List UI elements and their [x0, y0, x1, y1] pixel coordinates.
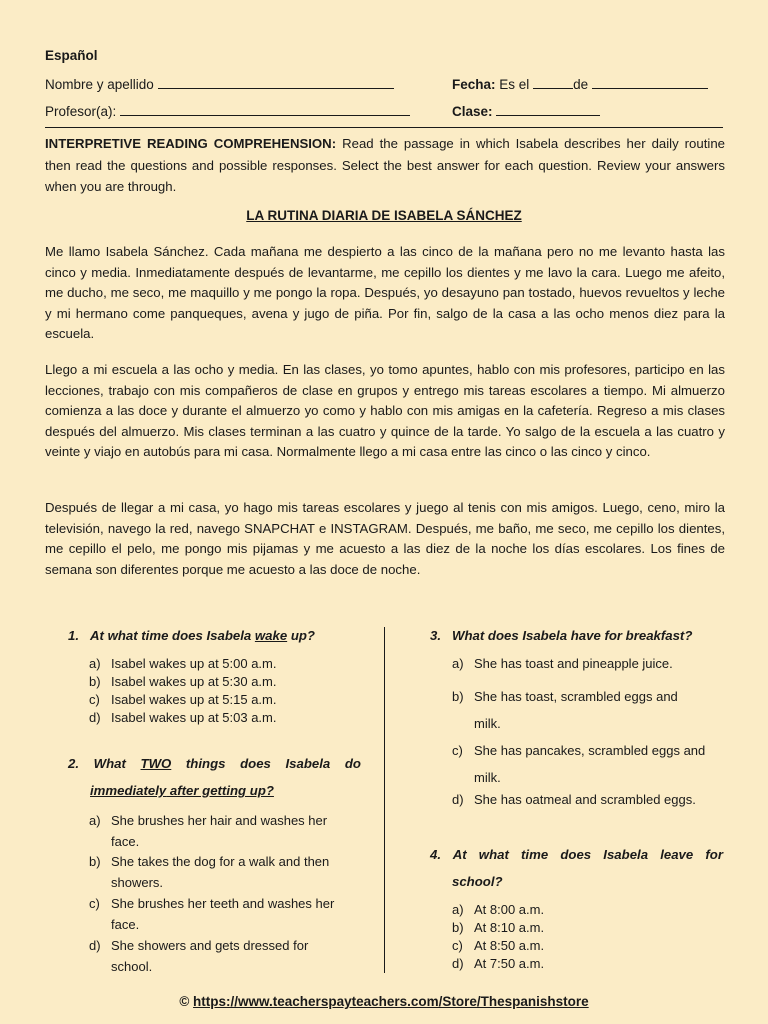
name-label: Nombre y apellido: [45, 77, 154, 92]
q3-option-c-text: She has pancakes, scrambled eggs and: [474, 743, 706, 758]
q3-option-c-letter: c): [452, 743, 463, 758]
q2-option-c-text-2: face.: [111, 916, 140, 932]
q2-option-a-letter: a): [89, 813, 101, 828]
q2-option-d-text-2: school.: [111, 958, 153, 974]
q3-option-d-text: She has oatmeal and scrambled eggs.: [474, 792, 696, 807]
q2-option-a-text-2: face.: [111, 833, 140, 849]
q3-option-b[interactable]: [452, 683, 678, 737]
question-2-number: 2.: [68, 756, 79, 771]
question-2-text-end: after getting up?: [166, 783, 274, 798]
class-blank[interactable]: [496, 103, 600, 116]
q4-option-b-letter: b): [452, 920, 464, 935]
q2-option-b-text-2: showers.: [111, 874, 164, 890]
date-row: [452, 76, 708, 92]
instructions: [45, 133, 725, 198]
q3-option-b-text: She has toast, scrambled eggs and: [474, 689, 678, 704]
class-label: Clase:: [452, 104, 493, 119]
q4-option-c-text: At 8:50 a.m.: [474, 938, 545, 953]
q2-option-d-letter: d): [89, 938, 101, 953]
question-3-number: 3.: [430, 628, 441, 643]
passage-paragraph-3: Después de llegar a mi casa, yo hago mis tareas escolares y juego al tenis con mis amigos. Luego, ceno, miro la televisión, navego la red, navego SNAPCHAT e INSTAGRAM. Después, me baño, me seco, me cepillo los dientes, me cepillo el pelo, me pongo mis pijamas y me acuesto a las diez de la noche los días escolares. Los fines de semana son diferentes porque me acuesto a las doce de noche.: [45, 500, 725, 577]
q3-option-a-letter: a): [452, 656, 464, 671]
name-row: [45, 76, 394, 92]
q3-option-b-text-2: milk.: [474, 716, 501, 731]
copyright-icon: ©: [179, 994, 190, 1009]
instructions-label: INTERPRETIVE READING COMPREHENSION:: [45, 136, 337, 151]
q4-option-b-text: At 8:10 a.m.: [474, 920, 545, 935]
q1-option-a[interactable]: [89, 656, 276, 671]
passage-paragraph-1: Me llamo Isabela Sánchez. Cada mañana me despierto a las cinco de la mañana pero no me levanto hasta las cinco y media. Inmediatamente después de levantarme, me cepillo los dientes y me lavo la cara. Luego me afeito, me ducho, me seco, me maquillo y me pongo la ropa. Después, yo desayuno pan tostado, huevos revueltos y leche y mi hermano come panqueques, avena y jugo de piña. Por fin, salgo de la casa a las ocho menos diez para la escuela.: [45, 244, 725, 341]
question-1-number: 1.: [68, 628, 79, 643]
question-1-text: At what time does Isabela: [90, 628, 255, 643]
q1-option-d[interactable]: [89, 710, 276, 725]
q2-option-b-text: She takes the dog for a walk and then: [111, 854, 330, 869]
question-2-text: What: [93, 756, 141, 771]
q2-option-b[interactable]: [89, 852, 329, 893]
q4-option-a-text: At 8:00 a.m.: [474, 902, 545, 917]
teacher-label: Profesor(a):: [45, 104, 117, 119]
q1-option-a-text: Isabel wakes up at 5:00 a.m.: [111, 656, 277, 671]
question-1-text-end: up?: [287, 628, 315, 643]
question-1-emphasis: wake: [254, 628, 288, 643]
q1-option-b-text: Isabel wakes up at 5:30 a.m.: [111, 674, 277, 689]
instructions-text: Read the passage in which Isabela describes her daily routine then read the questions and possible responses. Select the best answer for each question. Review your answers when you are through.: [45, 136, 725, 194]
column-divider: [384, 627, 385, 973]
q2-option-c-text: She brushes her teeth and washes her: [111, 896, 335, 911]
q2-option-d[interactable]: [89, 936, 308, 977]
question-2-text-mid: things does Isabela do: [171, 756, 361, 771]
q2-option-c-letter: c): [89, 896, 100, 911]
date-label: Fecha:: [452, 77, 496, 92]
question-2-line-1: [68, 756, 361, 771]
q3-option-b-letter: b): [452, 689, 464, 704]
teacher-blank[interactable]: [120, 103, 410, 116]
question-4-text: At what time does Isabela leave for: [452, 847, 723, 862]
q1-option-a-letter: a): [89, 656, 101, 671]
q1-option-c[interactable]: [89, 692, 276, 707]
q3-option-a-text: She has toast and pineapple juice.: [474, 656, 673, 671]
q2-option-b-letter: b): [89, 854, 101, 869]
q2-option-c[interactable]: [89, 894, 334, 935]
passage-title: LA RUTINA DIARIA DE ISABELA SÁNCHEZ: [246, 208, 522, 223]
question-2-emphasis: TWO: [140, 756, 172, 771]
month-blank[interactable]: [592, 76, 708, 89]
name-blank[interactable]: [158, 76, 394, 89]
class-row: [452, 103, 600, 119]
q4-option-b[interactable]: [452, 920, 544, 935]
q4-option-d-text: At 7:50 a.m.: [474, 956, 545, 971]
question-1: [68, 628, 315, 643]
date-text-2: de: [573, 77, 589, 92]
q4-option-c-letter: c): [452, 938, 463, 953]
header-divider: [45, 127, 723, 128]
q2-option-d-text: She showers and gets dressed for: [111, 938, 309, 953]
q4-option-a-letter: a): [452, 902, 464, 917]
question-3: [430, 628, 692, 643]
q1-option-b-letter: b): [89, 674, 101, 689]
day-blank[interactable]: [533, 76, 573, 89]
question-4-line-2: school?: [452, 874, 503, 889]
question-2-emphasis-2: immediately: [90, 783, 167, 798]
q3-option-d-letter: d): [452, 792, 464, 807]
q3-option-d[interactable]: [452, 792, 696, 807]
q4-option-d-letter: d): [452, 956, 464, 971]
teacher-row: [45, 103, 410, 119]
question-2-line-2: [90, 783, 274, 798]
date-text-1: Es el: [499, 77, 530, 92]
question-4-number: 4.: [430, 847, 441, 862]
q2-option-a-text: She brushes her hair and washes her: [111, 813, 328, 828]
q4-option-d[interactable]: [452, 956, 544, 971]
footer: [0, 994, 768, 1009]
q4-option-a[interactable]: [452, 902, 544, 917]
subject-label: Español: [45, 48, 98, 63]
store-link[interactable]: https://www.teacherspayteachers.com/Store/Thespanishstore: [193, 994, 589, 1009]
question-3-text: What does Isabela have for breakfast?: [452, 628, 693, 643]
q3-option-c[interactable]: [452, 737, 705, 791]
q1-option-d-letter: d): [89, 710, 101, 725]
q4-option-c[interactable]: [452, 938, 544, 953]
q1-option-c-text: Isabel wakes up at 5:15 a.m.: [111, 692, 277, 707]
q1-option-c-letter: c): [89, 692, 100, 707]
q1-option-d-text: Isabel wakes up at 5:03 a.m.: [111, 710, 277, 725]
q1-option-b[interactable]: [89, 674, 276, 689]
q2-option-a[interactable]: [89, 811, 327, 852]
q3-option-a[interactable]: [452, 656, 673, 671]
question-4-line-1: [430, 847, 723, 862]
passage-paragraph-2: Llego a mi escuela a las ocho y media. En las clases, yo tomo apuntes, hablo con mis profesores, participo en las lecciones, trabajo con mis compañeros de clase en grupos y entrego mis tareas escolares a tiempo. Mi almuerzo comienza a las doce y durante el almuerzo yo como y hablo con mis amigas en la cafetería. Regreso a mis clases después del almuerzo. Mis clases terminan a las cuatro y quince de la tarde. Yo salgo de la escuela a las cuatro y veinte y viajo en autobús para mi casa. Normalmente llego a mi casa entre las cinco o las cinco y cinco.: [45, 362, 725, 459]
q3-option-c-text-2: milk.: [474, 770, 501, 785]
